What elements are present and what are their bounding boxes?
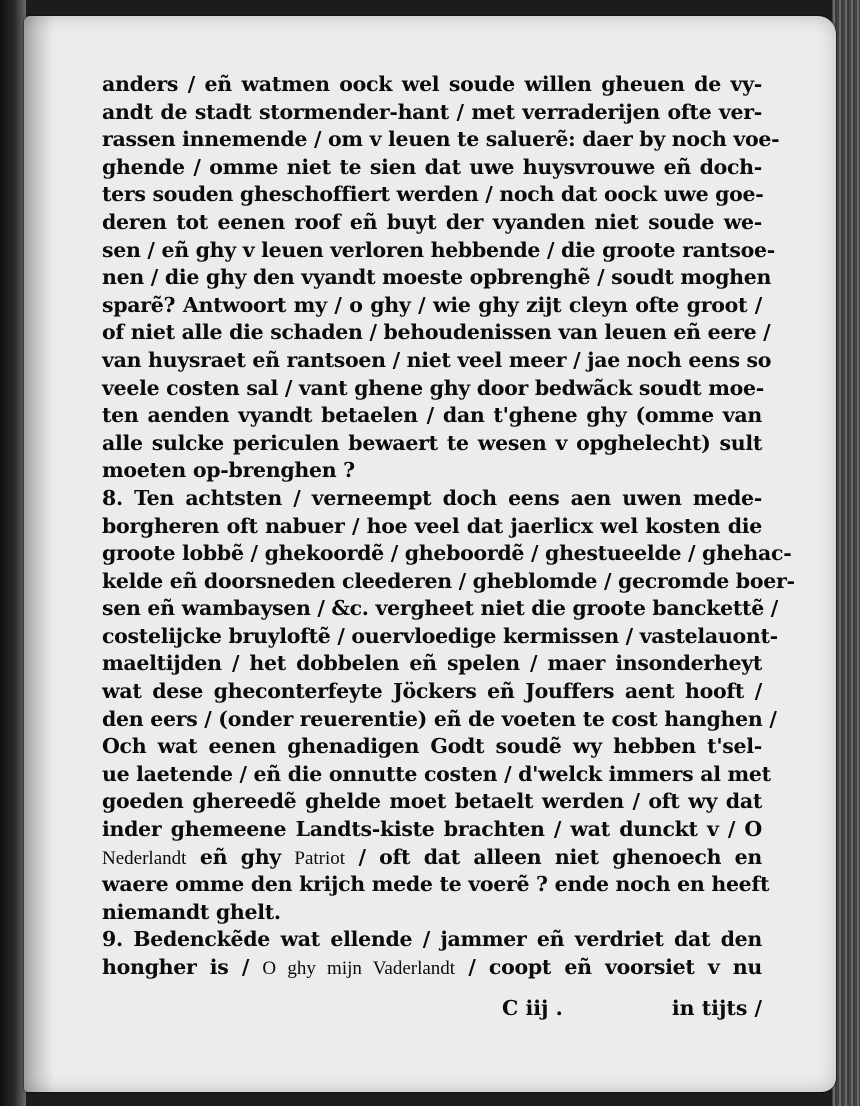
signature-mark: C iij . (502, 996, 563, 1020)
text-line: rassen innemende / om v leuen te saluerẽ: daer by noch voe- (102, 127, 780, 152)
text-line: inder ghemeene Landts-kiste brachten / wat dunckt v / O (102, 817, 762, 842)
text-line: nen / die ghy den vyandt moeste opbrenghẽ / soudt moghen (102, 265, 772, 290)
text-block (102, 71, 795, 982)
text-line: wat dese gheconterfeyte Jöckers eñ Jouffers aent hooft / (102, 679, 762, 704)
footer-line (102, 996, 762, 1024)
text-line: van huysraet eñ rantsoen / niet veel meer / jae noch eens so (102, 347, 772, 372)
text-run: hongher is / (102, 955, 263, 979)
text-line: costelijcke bruyloftẽ / ouervloedige kermissen / vastelauont- (102, 623, 778, 648)
text-line-mixed-type (102, 844, 762, 872)
text-line: sen / eñ ghy v leuen verloren hebbende / die groote rantsoe- (102, 237, 775, 262)
text-line-mixed-type (102, 954, 762, 982)
text-run: / oft dat alleen niet ghenoech en (345, 844, 762, 869)
text-line: veele costen sal / vant ghene ghy door bedwãck soudt moe- (102, 375, 764, 400)
text-line: alle sulcke periculen bewaert te wesen v opghelecht) sult (102, 430, 762, 455)
text-line: den eers / (onder reuerentie) eñ de voeten te cost hanghen / (102, 706, 777, 731)
text-line: groote lobbẽ / ghekoordẽ / gheboordẽ / ghestueelde / ghehac- (102, 541, 792, 566)
text-line: kelde eñ doorsneden cleederen / gheblomde / gecromde boer- (102, 568, 795, 593)
text-line: sen eñ wambaysen / &c. vergheet niet die groote banckettẽ / (102, 596, 778, 621)
text-line: ten aenden vyandt betaelen / dan t'ghene ghy (omme van (102, 403, 762, 428)
text-run: eñ ghy (186, 844, 295, 869)
text-line: deren tot eenen roof eñ buyt der vyanden niet soude we- (102, 209, 762, 234)
roman-phrase: O ghy mijn Vaderlandt (262, 958, 456, 979)
book-page (24, 16, 836, 1092)
binding-shadow (0, 0, 26, 1106)
text-line: andt de stadt stormender-hant / met verraderijen ofte ver- (102, 99, 762, 124)
roman-word: Patriot (294, 847, 346, 869)
text-line: maeltijden / het dobbelen eñ spelen / maer insonderheyt (102, 651, 762, 676)
paragraph-9-start: 9. Bedenckẽde wat ellende / jammer eñ verdriet dat den (102, 927, 762, 952)
paragraph-8-start: 8. Ten achtsten / verneempt doch eens aen uwen mede- (102, 485, 762, 510)
text-line: niemandt ghelt. (102, 899, 281, 924)
page-stack-edge (832, 0, 860, 1106)
text-line: ghende / omme niet te sien dat uwe huysvrouwe eñ doch- (102, 154, 762, 179)
text-line: ue laetende / eñ die onnutte costen / d'welck immers al met (102, 761, 771, 786)
text-line: goeden ghereedẽ ghelde moet betaelt werden / oft wy dat (102, 789, 762, 814)
text-line: anders / eñ watmen oock wel soude willen gheuen de vy- (102, 72, 762, 96)
roman-word: Nederlandt (102, 847, 187, 869)
text-line: sparẽ? Antwoort my / o ghy / wie ghy zijt cleyn ofte groot / (102, 292, 762, 317)
text-line: moeten op-brenghen ? (102, 458, 355, 483)
text-line: ters souden gheschoffiert werden / noch dat oock uwe goe- (102, 182, 764, 207)
text-line: waere omme den krijch mede te voerẽ ? ende noch en heeft (102, 872, 770, 897)
catchword: in tijts / (671, 996, 762, 1020)
text-line: Och wat eenen ghenadigen Godt soudẽ wy hebben t'sel- (102, 734, 762, 759)
text-line: borgheren oft nabuer / hoe veel dat jaerlicx wel kosten die (102, 513, 762, 538)
text-run: / coopt eñ voorsiet v nu (455, 955, 762, 979)
text-line: of niet alle die schaden / behoudenissen van leuen eñ eere / (102, 320, 771, 345)
